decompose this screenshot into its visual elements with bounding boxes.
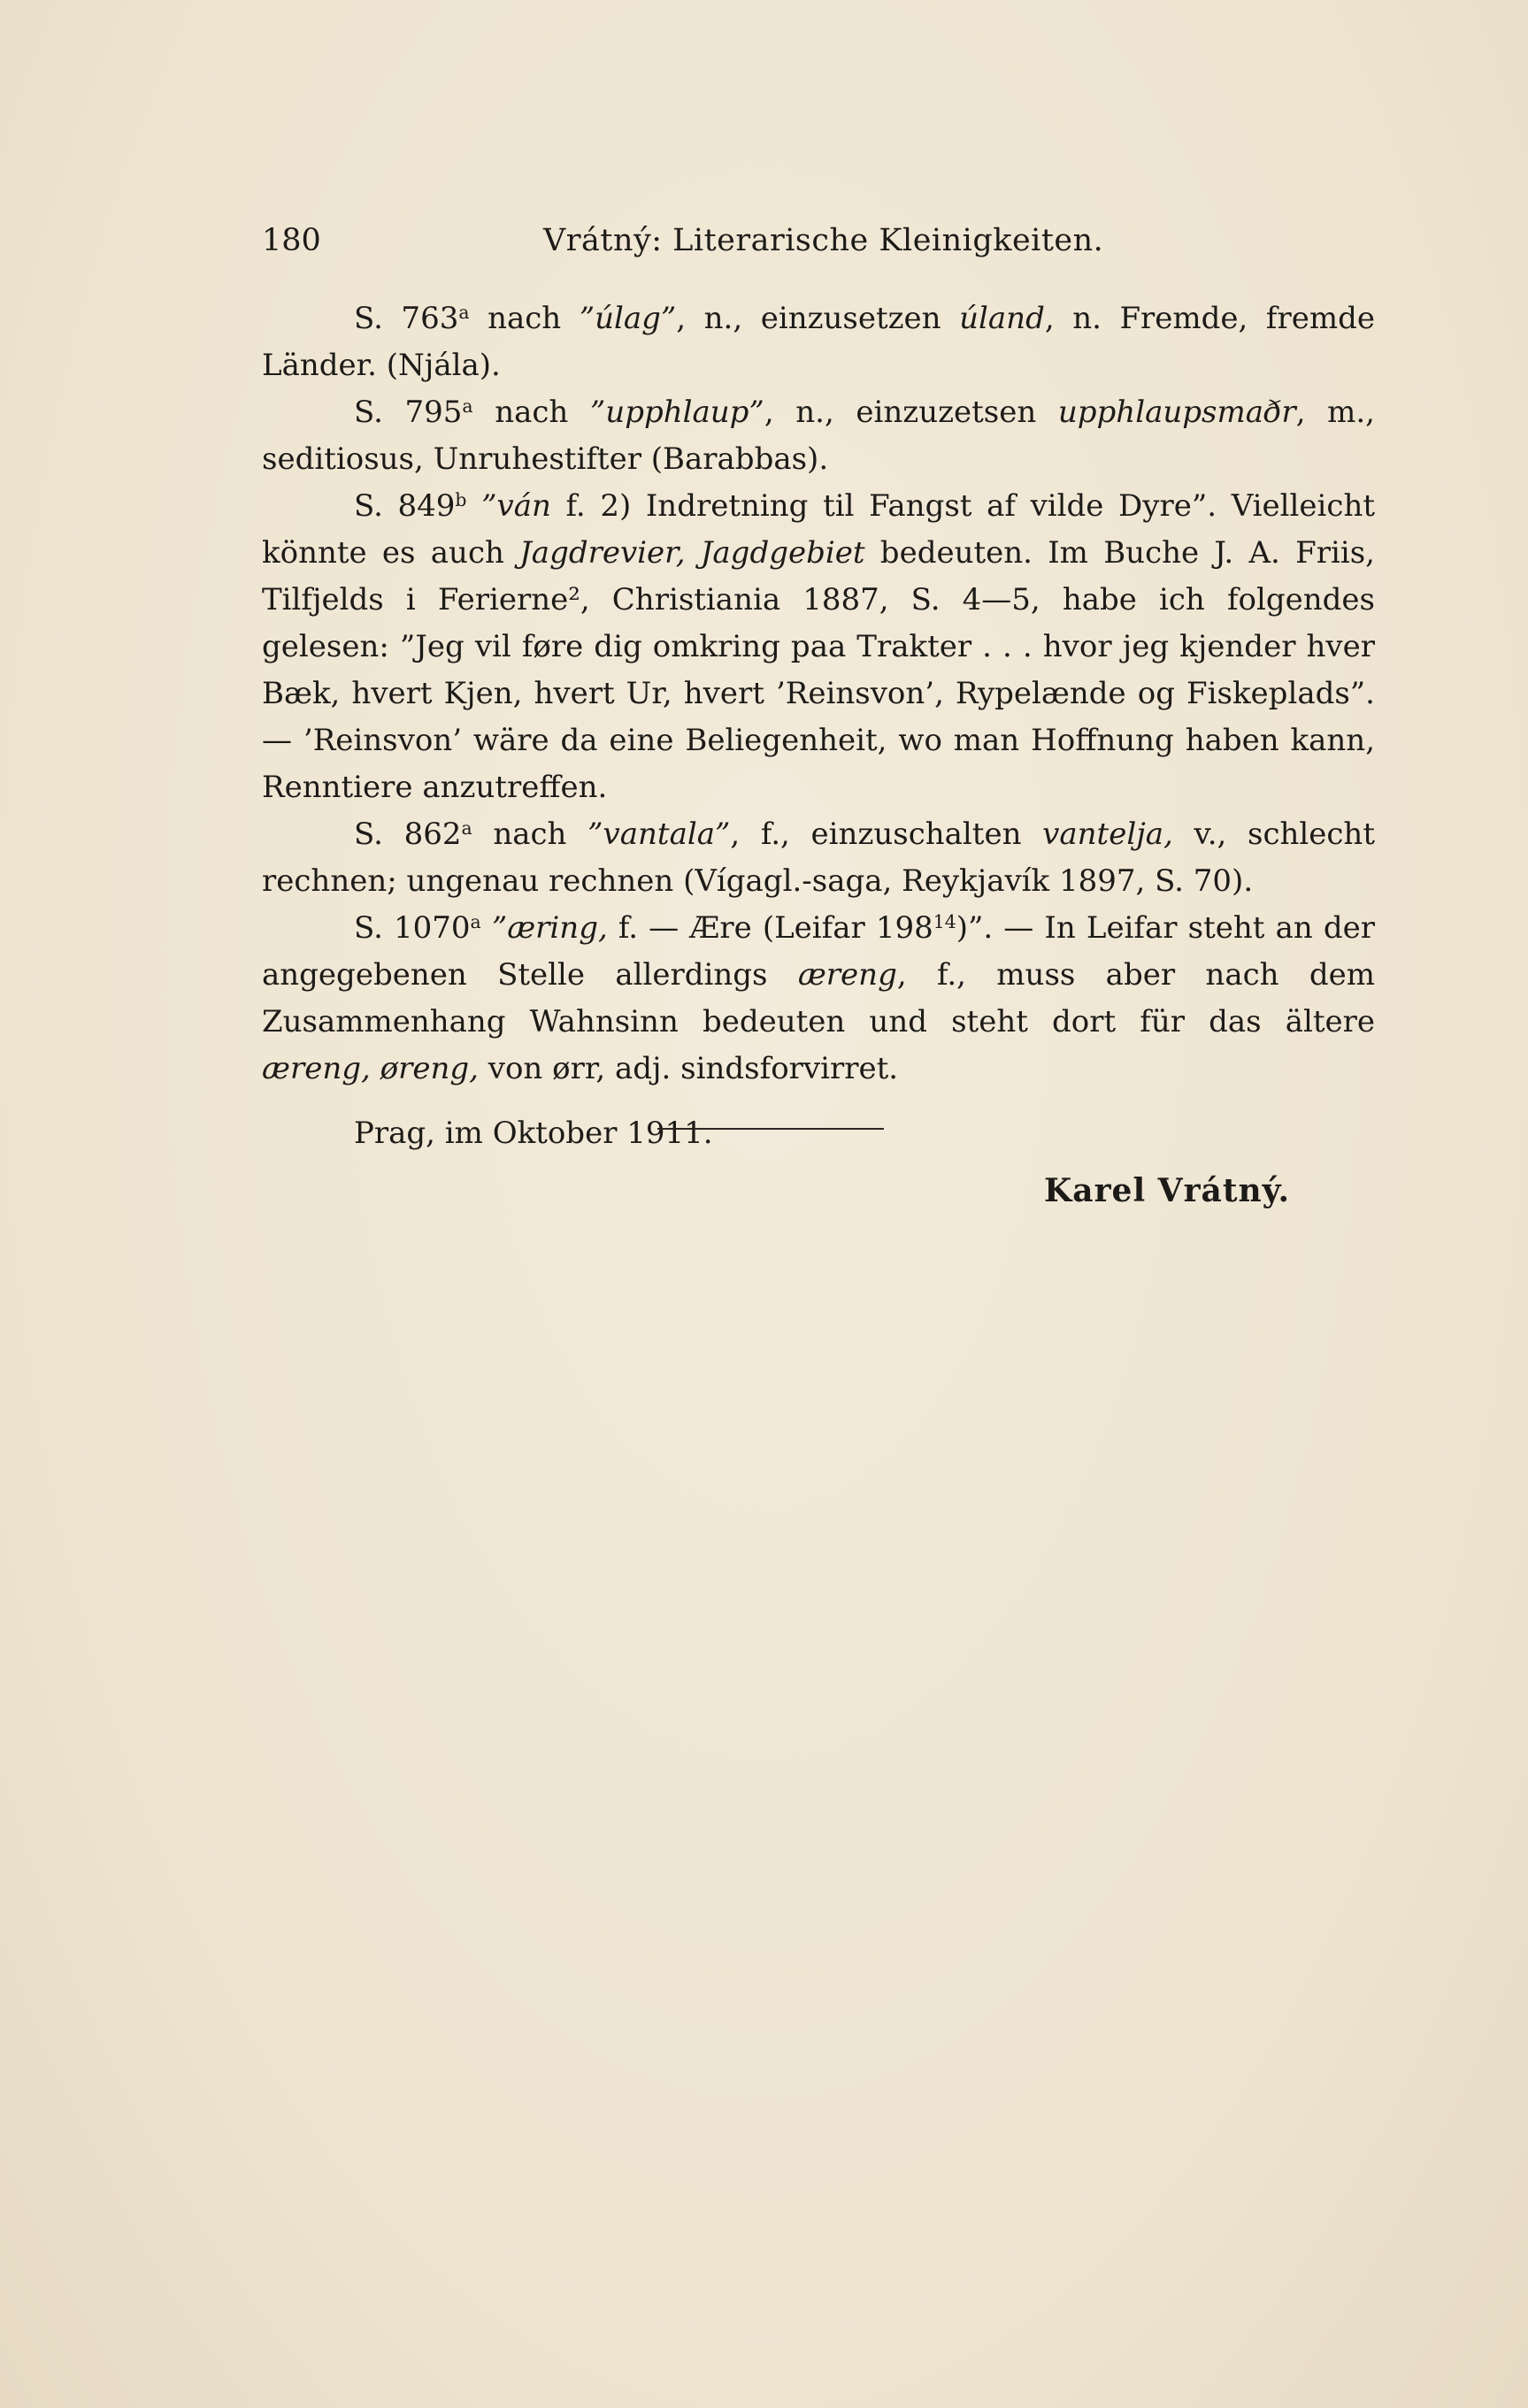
entry-1070	[262, 905, 1375, 1093]
entry-795	[262, 389, 1375, 483]
body-text	[262, 295, 1375, 1215]
entry-lemma: ”upphlaup”	[589, 395, 764, 430]
entry-ref: S. 849	[354, 488, 456, 524]
entry-text: , n. Fremde, fremde Länder. (Njála).	[262, 301, 1375, 383]
entry-ref-sup: a	[470, 910, 481, 932]
entry-text	[466, 488, 481, 524]
entry-ref-sup: a	[458, 301, 470, 323]
entry-text: , f., einzuschalten	[730, 817, 1043, 852]
entry-text: , n., einzusetzen	[676, 301, 960, 336]
entry-text: nach	[472, 395, 590, 430]
entry-849	[262, 483, 1375, 811]
entry-text: f. — Ære (Leifar 198	[607, 910, 933, 946]
entry-862	[262, 811, 1375, 905]
entry-ref: S. 763	[354, 301, 459, 336]
entry-form: æreng	[797, 957, 897, 993]
entry-insert: upphlaupsmaðr	[1057, 395, 1296, 430]
entry-lemma: ”ván	[481, 488, 551, 524]
entry-text: , m., seditiosus, Unruhestifter (Barabbas).	[262, 395, 1375, 477]
entry-text: f. 2) Indretning til Fangst af vilde Dyre”. Vielleicht könnte es auch	[262, 488, 1376, 571]
entry-ref: S. 862	[354, 817, 462, 852]
entry-text: nach	[469, 301, 580, 336]
closing-rule	[657, 1128, 884, 1130]
entry-ref-sup: a	[462, 395, 473, 417]
entry-lemma: ”vantala”	[587, 817, 731, 852]
entry-ref: S. 1070	[354, 910, 471, 946]
entry-763	[262, 295, 1375, 389]
entry-footnote-sup: 14	[933, 910, 956, 932]
entry-lemma: ”úlag”	[579, 301, 677, 336]
entry-text: , f., muss aber nach dem Zusammenhang Wahnsinn bedeuten und steht dort für das ältere	[262, 957, 1375, 1039]
entry-ref-sup: a	[461, 817, 472, 839]
entry-text: bedeuten. Im Buche J. A. Friis, Tilfjelds i Ferierne², Christiania 1887, S. 4—5, habe ich folgendes gelesen: ”Jeg vil føre dig omkring paa Trakter . . . hvor jeg kjender hver Bæk, hvert Kjen, hvert Ur, hvert ’Reinsvon’, Rypelænde og Fiskeplads”. — ’Reinsvon’ wäre da eine Beliegenheit, wo man Hoffnung haben kann, Renntiere anzutreffen.	[262, 535, 1375, 805]
entry-text: , n., einzuzetsen	[764, 395, 1058, 430]
entry-text: )”. — In Leifar steht an der angegebenen Stelle allerdings	[262, 910, 1375, 993]
running-title: Vrátný: Literarische Kleinigkeiten.	[543, 223, 1104, 258]
entry-lemma: ”æring,	[491, 910, 608, 946]
entry-insert: Jagdrevier, Jagdgebiet	[519, 535, 865, 571]
entry-text: von ørr, adj. sindsforvirret.	[478, 1051, 899, 1086]
signature: Karel Vrátný.	[1043, 1172, 1290, 1209]
entry-text: v., schlecht rechnen; ungenau rechnen (Vígagl.-saga, Reykjavík 1897, S. 70).	[262, 817, 1375, 899]
entry-text: nach	[472, 817, 588, 852]
page-number: 180	[262, 223, 321, 258]
page-header	[262, 223, 1164, 276]
closing-dateline: Prag, im Oktober 1911.	[354, 1116, 713, 1151]
entry-ref-sup: b	[455, 488, 467, 510]
entry-ref: S. 795	[354, 395, 463, 430]
entry-insert: úland	[959, 301, 1045, 336]
entry-insert: vantelja,	[1042, 817, 1173, 852]
entry-form: æreng, øreng,	[262, 1051, 479, 1086]
